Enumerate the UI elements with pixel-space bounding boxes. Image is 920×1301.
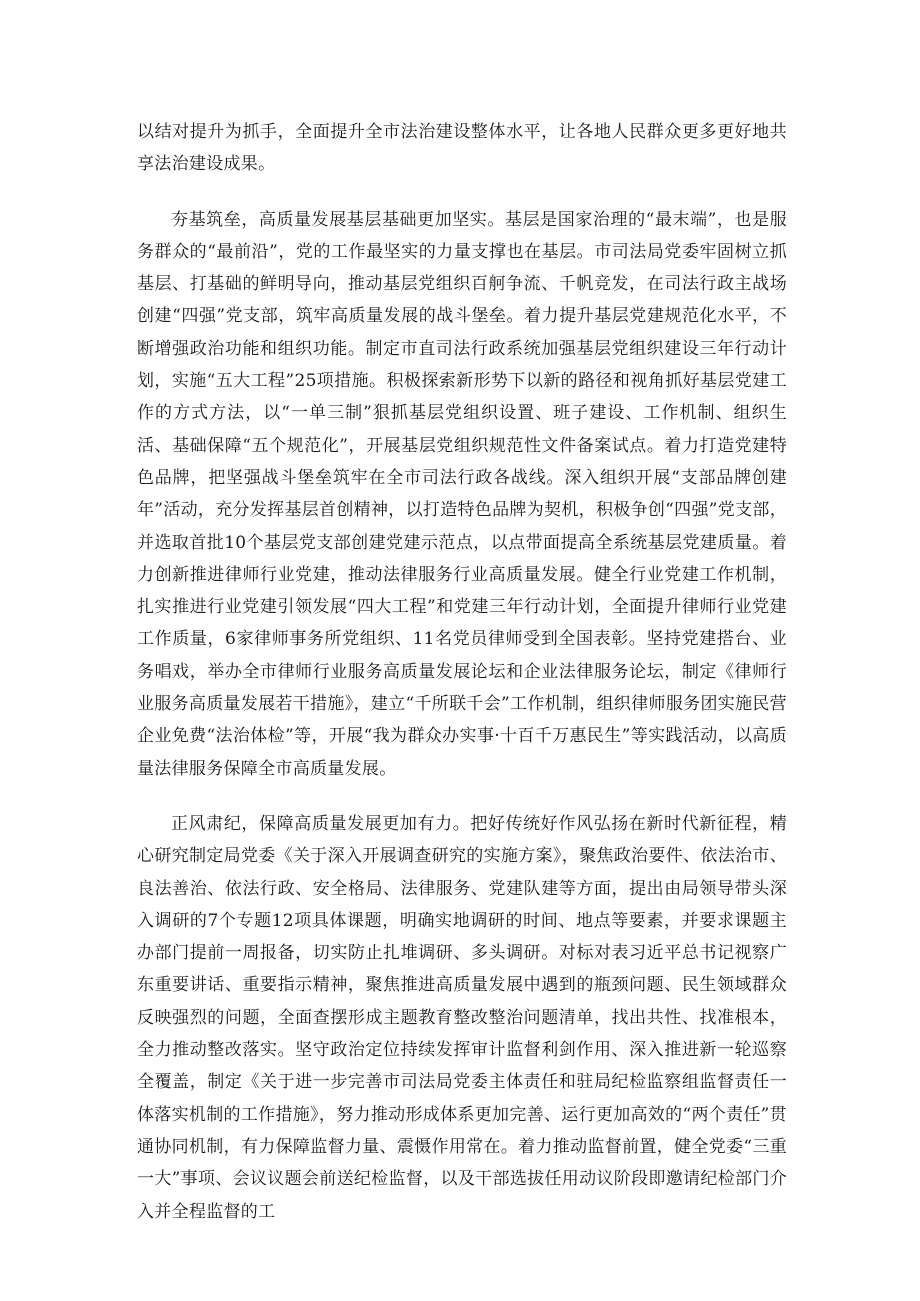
paragraph-1: 以结对提升为抓手，全面提升全市法治建设整体水平，让各地人民群众更多更好地共享法治建设成果。 xyxy=(137,122,787,175)
paragraph-spacer xyxy=(137,785,787,808)
paragraph-2: 夯基筑垒，高质量发展基层基础更加坚实。基层是国家治理的“最末端”，也是服务群众的“最前沿”，党的工作最坚实的力量支撑也在基层。市司法局党委牢固树立抓基层、打基础的鲜明导向，推动基层党组织百舸争流、千帆竞发，在司法行政主战场创建“四强”党支部，筑牢高质量发展的战斗堡垒。着力提升基层党建规范化水平，不断增强政治功能和组织功能。制定市直司法行政系统加强基层党组织建设三年行动计划，实施“五大工程”25项措施。积极探索新形势下以新的路径和视角抓好基层党建工作的方式方法，以“一单三制”狠抓基层党组织设置、班子建设、工作机制、组织生活、基础保障“五个规范化”，开展基层党组织规范性文件备案试点。着力打造党建特色品牌，把坚强战斗堡垒筑牢在全市司法行政各战线。深入组织开展“支部品牌创建年”活动，充分发挥基层首创精神，以打造特色品牌为契机，积极争创“四强”党支部，并选取首批10个基层党支部创建党建示范点，以点带面提高全系统基层党建质量。着力创新推进律师行业党建，推动法律服务行业高质量发展。健全行业党建工作机制，扎实推进行业党建引领发展“四大工程”和党建三年行动计划，全面提升律师行业党建工作质量，6家律师事务所党组织、11名党员律师受到全国表彰。坚持党建搭台、业务唱戏，举办全市律师行业服务高质量发展论坛和企业法律服务论坛，制定《律师行业服务高质量发展若干措施》，建立“千所联千会”工作机制，组织律师服务团实施民营企业免费“法治体检”等，开展“我为群众办实事·十百千万惠民生”等实践活动，以高质量法律服务保障全市高质量发展。 xyxy=(137,209,787,779)
document-body xyxy=(137,116,787,1228)
paragraph-3: 正风肃纪，保障高质量发展更加有力。把好传统好作风弘扬在新时代新征程，精心研究制定局党委《关于深入开展调查研究的实施方案》，聚焦政治要件、依法治市、良法善治、依法行政、安全格局、法律服务、党建队建等方面，提出由局领导带头深入调研的7个专题12项具体课题，明确实地调研的时间、地点等要素，并要求课题主办部门提前一周报备，切实防止扎堆调研、多头调研。对标对表习近平总书记视察广东重要讲话、重要指示精神，聚焦推进高质量发展中遇到的瓶颈问题、民生领域群众反映强烈的问题，全面查摆形成主题教育整改整治问题清单，找出共性、找准根本，全力推动整改落实。坚守政治定位持续发挥审计监督利剑作用、深入推进新一轮巡察全覆盖，制定《关于进一步完善市司法局党委主体责任和驻局纪检监察组监督责任一体落实机制的工作措施》，努力推动形成体系更加完善、运行更加高效的“两个责任”贯通协同机制，有力保障监督力量、震慑作用常在。着力推动监督前置，健全党委“三重一大”事项、会议议题会前送纪检监督，以及干部选拔任用动议阶段即邀请纪检部门介入并全程监督的工 xyxy=(137,813,787,1222)
paragraph-spacer xyxy=(137,181,787,204)
